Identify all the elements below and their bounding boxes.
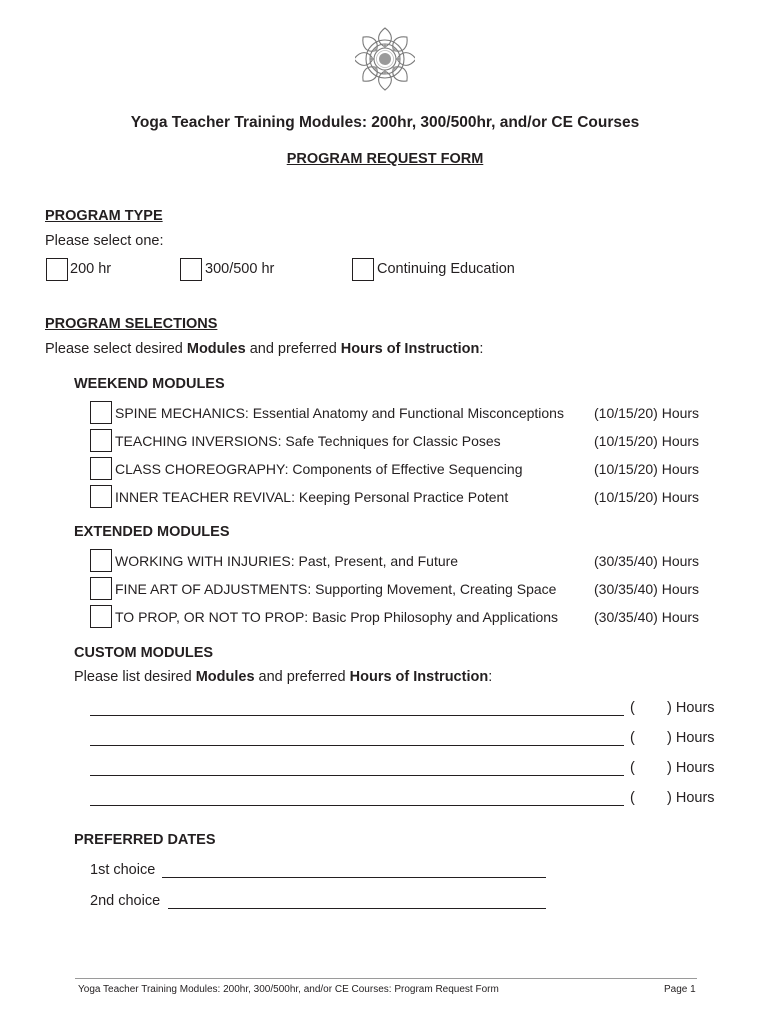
hours-input-4-suffix[interactable]: ) Hours <box>667 790 715 806</box>
program-selections-heading: PROGRAM SELECTIONS <box>45 316 218 332</box>
module-hours: (30/35/40) Hours <box>594 609 700 625</box>
form-title: PROGRAM REQUEST FORM <box>286 151 484 167</box>
instruction-modules-emphasis: Modules <box>186 341 246 357</box>
module-hours: (10/15/20) Hours <box>594 461 700 477</box>
module-hours: (30/35/40) Hours <box>594 553 700 569</box>
custom-modules-instruction <box>74 669 492 685</box>
checkbox-teaching-inversions[interactable] <box>90 429 112 452</box>
second-choice-label: 2nd choice <box>90 893 161 909</box>
open-paren: ( <box>630 760 635 776</box>
instruction-hours-emphasis: Hours of Instruction <box>340 341 480 357</box>
option-label-300-500-hr: 300/500 hr <box>205 261 275 277</box>
instruction-text: Please select desired <box>45 341 187 357</box>
lotus-mandala-icon <box>355 25 415 93</box>
checkbox-fine-art-of-adjustments[interactable] <box>90 577 112 600</box>
custom-modules-heading: CUSTOM MODULES <box>74 645 214 661</box>
module-label: CLASS CHOREOGRAPHY: Components of Effective Sequencing <box>115 461 523 477</box>
custom-module-input-2[interactable] <box>90 745 624 746</box>
hours-input-1-suffix[interactable]: ) Hours <box>667 700 715 716</box>
hours-input-2-suffix[interactable]: ) Hours <box>667 730 715 746</box>
module-label: WORKING WITH INJURIES: Past, Present, and Future <box>115 553 459 569</box>
module-label: TEACHING INVERSIONS: Safe Techniques for Classic Poses <box>115 433 501 449</box>
option-label-200-hr: 200 hr <box>70 261 112 277</box>
checkbox-300-500-hr[interactable] <box>180 258 202 281</box>
program-type-heading: PROGRAM TYPE <box>45 208 163 224</box>
instruction-text: : <box>488 669 493 685</box>
module-hours: (10/15/20) Hours <box>594 405 700 421</box>
instruction-text: : <box>479 341 484 357</box>
module-label: TO PROP, OR NOT TO PROP: Basic Prop Philosophy and Applications <box>115 609 559 625</box>
checkbox-class-choreography[interactable] <box>90 457 112 480</box>
open-paren: ( <box>630 790 635 806</box>
first-choice-label: 1st choice <box>90 862 156 878</box>
module-label: INNER TEACHER REVIVAL: Keeping Personal Practice Potent <box>115 489 509 505</box>
checkbox-spine-mechanics[interactable] <box>90 401 112 424</box>
checkbox-inner-teacher-revival[interactable] <box>90 485 112 508</box>
program-type-instruction: Please select one: <box>45 233 164 249</box>
open-paren: ( <box>630 700 635 716</box>
instruction-text: and preferred <box>245 341 341 357</box>
footer-divider <box>75 978 697 979</box>
instruction-hours-emphasis: Hours of Instruction <box>349 669 489 685</box>
option-label-continuing-education: Continuing Education <box>377 261 515 277</box>
page-number: Page 1 <box>664 984 696 995</box>
lotus-logo <box>355 25 415 93</box>
first-choice-date-input[interactable] <box>162 877 546 878</box>
checkbox-to-prop-or-not[interactable] <box>90 605 112 628</box>
checkbox-working-with-injuries[interactable] <box>90 549 112 572</box>
second-choice-date-input[interactable] <box>168 908 546 909</box>
program-selections-instruction <box>45 341 483 357</box>
weekend-modules-heading: WEEKEND MODULES <box>74 376 225 392</box>
preferred-dates-heading: PREFERRED DATES <box>74 832 216 848</box>
document-title: Yoga Teacher Training Modules: 200hr, 300/500hr, and/or CE Courses <box>130 114 640 131</box>
module-hours: (10/15/20) Hours <box>594 489 700 505</box>
instruction-modules-emphasis: Modules <box>195 669 255 685</box>
instruction-text: and preferred <box>254 669 350 685</box>
custom-module-input-3[interactable] <box>90 775 624 776</box>
module-hours: (10/15/20) Hours <box>594 433 700 449</box>
checkbox-200-hr[interactable] <box>46 258 68 281</box>
module-label: SPINE MECHANICS: Essential Anatomy and Functional Misconceptions <box>115 405 564 421</box>
custom-module-input-1[interactable] <box>90 715 624 716</box>
instruction-text: Please list desired <box>74 669 196 685</box>
module-label: FINE ART OF ADJUSTMENTS: Supporting Movement, Creating Space <box>115 581 557 597</box>
open-paren: ( <box>630 730 635 746</box>
custom-module-input-4[interactable] <box>90 805 624 806</box>
extended-modules-heading: EXTENDED MODULES <box>74 524 230 540</box>
hours-input-3-suffix[interactable]: ) Hours <box>667 760 715 776</box>
module-hours: (30/35/40) Hours <box>594 581 700 597</box>
checkbox-continuing-education[interactable] <box>352 258 374 281</box>
footer-text: Yoga Teacher Training Modules: 200hr, 300/500hr, and/or CE Courses: Program Request Form <box>78 984 499 995</box>
